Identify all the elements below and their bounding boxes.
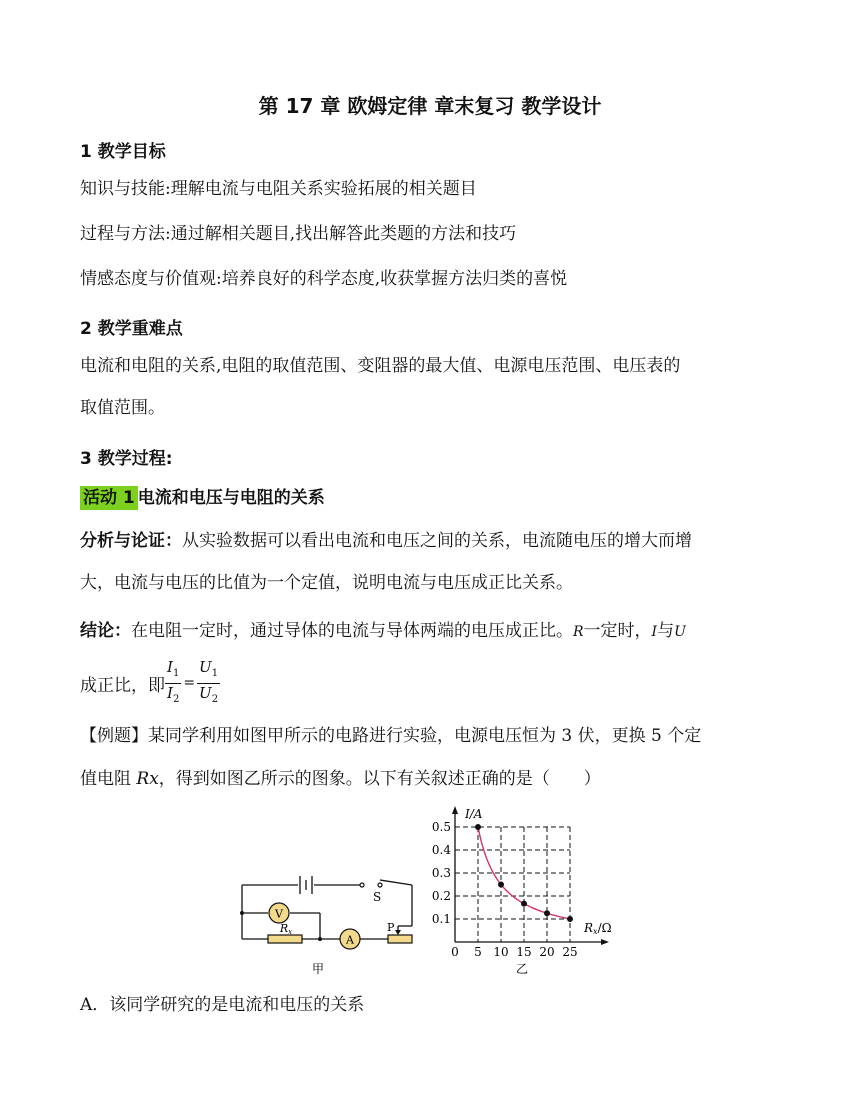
section-heading-objectives: 1 教学目标 — [80, 142, 166, 162]
data-point — [567, 916, 573, 922]
data-point — [544, 910, 550, 916]
y-tick-label: 0.3 — [431, 866, 451, 880]
example-line-2: 值电阻 Rx，得到如图乙所示的图象。以下有关叙述正确的是（ ） — [80, 769, 601, 789]
section-heading-process: 3 教学过程: — [80, 449, 173, 469]
current-resistance-chart — [420, 802, 625, 980]
analysis-line-1 — [80, 524, 785, 558]
y-tick-label: 0.4 — [431, 843, 451, 857]
analysis-text-1: 从实验数据可以看出电流和电压之间的关系，电流随电压的增大而增 — [182, 531, 692, 551]
resistor-icon — [268, 935, 302, 943]
objective-attitude: 情感态度与价值观:培养良好的科学态度,收获掌握方法归类的喜悦 — [80, 269, 568, 289]
chart-ylabel: I/A — [465, 807, 483, 821]
data-point — [475, 824, 481, 830]
activity-1 — [80, 481, 785, 515]
x-tick-label: 20 — [539, 945, 555, 959]
analysis-line-2: 大，电流与电压的比值为一个定值，说明电流与电压成正比关系。 — [80, 573, 573, 593]
option-a: A．该同学研究的是电流和电压的关系 — [80, 995, 365, 1015]
keypoints-line-1: 电流和电阻的关系,电阻的取值范围、变阻器的最大值、电源电压范围、电压表的 — [80, 356, 681, 376]
conclusion-mid-1: 一定时， — [583, 621, 652, 641]
resistor-label: Rx — [279, 922, 293, 936]
example-line-1: 【例题】某同学利用如图甲所示的电路进行实验，电源电压恒为 3 伏，更换 5 个定 — [80, 726, 702, 746]
slider-arrow-icon — [395, 930, 401, 935]
x-tick-label: 15 — [516, 945, 532, 959]
circuit-diagram — [230, 868, 430, 978]
objective-knowledge: 知识与技能:理解电流与电阻关系实验拓展的相关题目 — [80, 179, 477, 199]
var-U: U — [674, 624, 686, 640]
data-point — [498, 882, 504, 888]
var-R: R — [573, 624, 584, 640]
analysis-label: 分析与论证： — [80, 531, 182, 551]
page-title: 第 17 章 欧姆定律 章末复习 教学设计 — [258, 94, 602, 118]
formula-line — [80, 657, 220, 706]
fraction-voltage: $\frac{U_1}{U_2}$ — [199, 657, 219, 705]
fraction-current: $\frac{I_1}{I_2}$ — [167, 657, 180, 705]
x-axis-arrow — [601, 939, 609, 945]
conclusion-text: 在电阻一定时，通过导体的电流与导体两端的电压成正比。 — [131, 621, 573, 641]
chart-caption: 乙 — [515, 962, 529, 976]
ammeter-label: A — [346, 933, 354, 947]
keypoints-line-2: 取值范围。 — [80, 398, 165, 418]
switch-contact — [360, 883, 364, 887]
var-Rx: Rx — [136, 769, 159, 789]
conclusion-mid-2: 与 — [657, 621, 675, 641]
rheostat-icon — [388, 935, 412, 943]
data-point — [521, 901, 527, 907]
formula-prefix: 成正比，即 — [80, 675, 165, 696]
x-tick-label: 25 — [562, 945, 578, 959]
x-tick-label: 5 — [474, 945, 482, 959]
activity-tag: 活动 1 — [80, 486, 138, 510]
slider-label: P — [387, 921, 395, 934]
y-tick-label: 0.5 — [431, 820, 451, 834]
activity-title: 电流和电压与电阻的关系 — [137, 488, 325, 508]
conclusion-line — [80, 614, 785, 649]
x-tick-label: 0 — [451, 945, 459, 959]
circuit-caption: 甲 — [311, 962, 325, 976]
switch-label: S — [373, 890, 382, 904]
var-I: I — [651, 624, 658, 640]
voltmeter-label: V — [275, 907, 283, 921]
y-axis-arrow — [452, 806, 458, 814]
x-tick-label: 10 — [493, 945, 509, 959]
y-tick-label: 0.1 — [431, 912, 451, 926]
section-heading-keypoints: 2 教学重难点 — [80, 319, 183, 339]
objective-process: 过程与方法:通过解相关题目,找出解答此类题的方法和技巧 — [80, 224, 517, 244]
chart-xlabel: Rx/Ω — [584, 921, 612, 936]
y-tick-label: 0.2 — [431, 889, 451, 903]
formula-equals: = — [183, 675, 196, 691]
conclusion-label: 结论： — [80, 621, 131, 641]
